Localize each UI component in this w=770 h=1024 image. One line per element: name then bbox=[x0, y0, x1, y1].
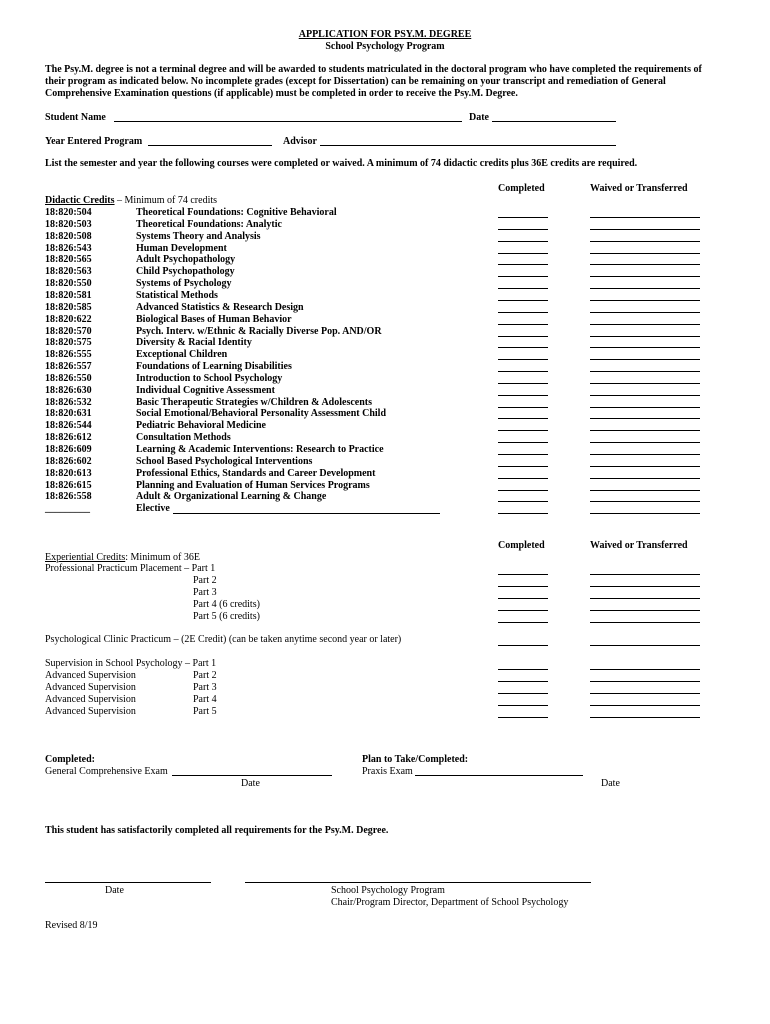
elective-name-line[interactable] bbox=[173, 513, 440, 514]
praxis-date-field[interactable] bbox=[415, 775, 583, 776]
course-completed-line[interactable] bbox=[498, 288, 548, 289]
course-completed-line[interactable] bbox=[498, 466, 548, 467]
supervision-label: Advanced Supervision bbox=[45, 670, 136, 681]
gce-date-caption: Date bbox=[241, 778, 260, 789]
course-waived-line[interactable] bbox=[590, 466, 700, 467]
practicum-part-completed-line[interactable] bbox=[498, 586, 548, 587]
course-code: 18:820:503 bbox=[45, 218, 92, 230]
clinic-waived-line[interactable] bbox=[590, 645, 700, 646]
form-title: APPLICATION FOR PSY.M. DEGREE bbox=[298, 29, 472, 40]
course-row bbox=[45, 349, 705, 361]
course-code: 18:820:631 bbox=[45, 408, 92, 420]
supervision-waived-line[interactable] bbox=[590, 705, 700, 706]
course-title: Foundations of Learning Disabilities bbox=[136, 361, 292, 373]
supervision-waived-line[interactable] bbox=[590, 669, 700, 670]
course-title: Social Emotional/Behavioral Personality Assessment Child bbox=[136, 408, 387, 420]
course-row bbox=[45, 420, 705, 432]
course-waived-line[interactable] bbox=[590, 407, 700, 408]
practicum-part-waived-line[interactable] bbox=[590, 622, 700, 623]
course-completed-line[interactable] bbox=[498, 336, 548, 337]
course-row bbox=[45, 243, 705, 255]
course-title: Biological Bases of Human Behavior bbox=[136, 313, 292, 325]
course-completed-line[interactable] bbox=[498, 478, 548, 479]
course-code: 18:820:575 bbox=[45, 337, 92, 349]
course-completed-line[interactable] bbox=[498, 395, 548, 396]
course-row bbox=[45, 326, 705, 338]
course-row bbox=[45, 254, 705, 266]
supervision-part: Part 5 bbox=[193, 706, 217, 717]
course-row bbox=[45, 361, 705, 373]
clinic-completed-line[interactable] bbox=[498, 645, 548, 646]
advisor-label: Advisor bbox=[283, 136, 317, 147]
supervision-label: Advanced Supervision bbox=[45, 694, 136, 705]
course-waived-line[interactable] bbox=[590, 430, 700, 431]
clinic-practicum-label: Psychological Clinic Practicum – (2E Credit) (can be taken anytime second year or later) bbox=[45, 634, 402, 645]
course-title: Professional Ethics, Standards and Career Development bbox=[136, 467, 376, 479]
course-completed-line[interactable] bbox=[498, 253, 548, 254]
course-waived-line[interactable] bbox=[590, 442, 700, 443]
course-title: Child Psychopathology bbox=[136, 266, 235, 278]
course-title: Basic Therapeutic Strategies w/Children & Adolescents bbox=[136, 396, 373, 408]
course-waived-line[interactable] bbox=[590, 300, 700, 301]
course-row bbox=[45, 290, 705, 302]
completed-column-header-2: Completed bbox=[498, 540, 545, 551]
director-caption-line2: Chair/Program Director, Department of School Psychology bbox=[331, 897, 569, 908]
course-code: 18:820:565 bbox=[45, 254, 92, 266]
course-code: 18:826:550 bbox=[45, 372, 92, 384]
course-title: Elective bbox=[136, 503, 170, 515]
date-field[interactable] bbox=[492, 121, 616, 122]
course-waived-line[interactable] bbox=[590, 264, 700, 265]
signature-date-line[interactable] bbox=[45, 882, 211, 883]
date-label: Date bbox=[469, 112, 489, 123]
course-completed-line[interactable] bbox=[498, 229, 548, 230]
course-waived-line[interactable] bbox=[590, 478, 700, 479]
course-completed-line[interactable] bbox=[498, 347, 548, 348]
supervision-label: Advanced Supervision bbox=[45, 682, 136, 693]
course-waived-line[interactable] bbox=[590, 324, 700, 325]
supervision-part: Part 4 bbox=[193, 694, 217, 705]
course-row bbox=[45, 207, 705, 219]
course-completed-line[interactable] bbox=[498, 312, 548, 313]
course-code: 18:820:622 bbox=[45, 313, 92, 325]
course-code: 18:826:543 bbox=[45, 242, 92, 254]
course-code: 18:826:555 bbox=[45, 349, 92, 361]
course-title: Pediatric Behavioral Medicine bbox=[136, 420, 266, 432]
director-signature-line[interactable] bbox=[245, 882, 591, 883]
course-completed-line[interactable] bbox=[498, 371, 548, 372]
course-waived-line[interactable] bbox=[590, 336, 700, 337]
course-code: 18:820:570 bbox=[45, 325, 92, 337]
supervision-waived-line[interactable] bbox=[590, 717, 700, 718]
course-waived-line[interactable] bbox=[590, 229, 700, 230]
course-title: Adult Psychopathology bbox=[136, 254, 236, 266]
course-title: Statistical Methods bbox=[136, 289, 218, 301]
course-code: _________ bbox=[45, 503, 90, 515]
experiential-heading bbox=[45, 552, 200, 563]
course-title: Theoretical Foundations: Cognitive Behavioral bbox=[136, 207, 337, 218]
course-code: 18:826:602 bbox=[45, 455, 92, 467]
course-row bbox=[45, 444, 705, 456]
supervision-part: Part 2 bbox=[193, 670, 217, 681]
course-completed-line[interactable] bbox=[498, 300, 548, 301]
course-title: Psych. Interv. w/Ethnic & Racially Diverse Pop. AND/OR bbox=[136, 325, 382, 337]
course-row bbox=[45, 397, 705, 409]
course-row bbox=[45, 503, 705, 515]
course-waived-line[interactable] bbox=[590, 383, 700, 384]
course-title: Advanced Statistics & Research Design bbox=[136, 301, 304, 313]
course-code: 18:826:615 bbox=[45, 479, 92, 491]
course-title: Introduction to School Psychology bbox=[136, 372, 283, 384]
course-code: 18:820:585 bbox=[45, 301, 92, 313]
course-row bbox=[45, 302, 705, 314]
exam-completed-label: Completed: bbox=[45, 754, 95, 765]
course-waived-line[interactable] bbox=[590, 418, 700, 419]
course-title: Adult & Organizational Learning & Change bbox=[136, 491, 327, 503]
course-waived-line[interactable] bbox=[590, 490, 700, 491]
experiential-heading-label: Experiential Credits bbox=[45, 552, 126, 563]
experiential-heading-suffix: : Minimum of 36E bbox=[125, 552, 200, 563]
form-subtitle: School Psychology Program bbox=[325, 41, 445, 52]
waived-column-header-2: Waived or Transferred bbox=[590, 540, 688, 551]
course-waived-line[interactable] bbox=[590, 241, 700, 242]
course-code: 18:820:581 bbox=[45, 289, 92, 301]
course-completed-line[interactable] bbox=[498, 383, 548, 384]
course-row bbox=[45, 468, 705, 480]
practicum-part1-completed-line[interactable] bbox=[498, 574, 548, 575]
didactic-heading-suffix: – Minimum of 74 credits bbox=[114, 195, 218, 206]
practicum-part-label: Part 3 bbox=[193, 587, 217, 598]
course-title: Systems Theory and Analysis bbox=[136, 230, 261, 242]
supervision-waived-line[interactable] bbox=[590, 693, 700, 694]
course-row bbox=[45, 491, 705, 503]
student-name-field[interactable] bbox=[114, 121, 462, 122]
course-waived-line[interactable] bbox=[590, 312, 700, 313]
course-title: School Based Psychological Interventions bbox=[136, 455, 313, 467]
course-completed-line[interactable] bbox=[498, 418, 548, 419]
course-code: 18:820:550 bbox=[45, 278, 92, 290]
praxis-date-caption: Date bbox=[601, 778, 620, 789]
course-completed-line[interactable] bbox=[498, 359, 548, 360]
course-row bbox=[45, 278, 705, 290]
practicum-part-waived-line[interactable] bbox=[590, 586, 700, 587]
practicum-part-label: Part 5 (6 credits) bbox=[193, 611, 260, 622]
course-code: 18:826:532 bbox=[45, 396, 92, 408]
course-completed-line[interactable] bbox=[498, 442, 548, 443]
signature-date-caption: Date bbox=[105, 885, 124, 896]
practicum-part-completed-line[interactable] bbox=[498, 622, 548, 623]
course-title: Planning and Evaluation of Human Services Programs bbox=[136, 479, 370, 491]
course-row bbox=[45, 231, 705, 243]
course-title: Systems of Psychology bbox=[136, 278, 232, 290]
course-code: 18:826:612 bbox=[45, 432, 92, 444]
course-waived-line[interactable] bbox=[590, 395, 700, 396]
course-code: 18:820:508 bbox=[45, 230, 92, 242]
practicum-part-completed-line[interactable] bbox=[498, 610, 548, 611]
revised-note: Revised 8/19 bbox=[45, 920, 98, 931]
course-completed-line[interactable] bbox=[498, 241, 548, 242]
course-completed-line[interactable] bbox=[498, 324, 548, 325]
course-row bbox=[45, 373, 705, 385]
course-title: Learning & Academic Interventions: Research to Practice bbox=[136, 444, 384, 455]
gce-date-field[interactable] bbox=[172, 775, 332, 776]
course-row bbox=[45, 456, 705, 468]
course-row bbox=[45, 219, 705, 231]
course-completed-line[interactable] bbox=[498, 454, 548, 455]
supervision-completed-line[interactable] bbox=[498, 669, 548, 670]
certification-statement: This student has satisfactorily completed all requirements for the Psy.M. Degree. bbox=[45, 825, 389, 836]
course-code: 18:826:558 bbox=[45, 491, 92, 503]
course-title: Exceptional Children bbox=[136, 349, 228, 361]
course-completed-line[interactable] bbox=[498, 407, 548, 408]
course-code: 18:826:609 bbox=[45, 444, 92, 455]
course-code: 18:820:563 bbox=[45, 266, 92, 278]
waived-column-header: Waived or Transferred bbox=[590, 183, 688, 194]
didactic-heading-label: Didactic Credits bbox=[45, 195, 115, 206]
course-title: Diversity & Racial Identity bbox=[136, 337, 252, 349]
praxis-label: Praxis Exam bbox=[362, 766, 413, 777]
course-completed-line[interactable] bbox=[498, 513, 548, 514]
course-row bbox=[45, 385, 705, 397]
practicum-label: Professional Practicum Placement – Part 1 bbox=[45, 563, 216, 574]
instructions: List the semester and year the following courses were completed or waived. A minimum of 74 didactic credits plus 36E credits are required. bbox=[45, 158, 638, 169]
supervision-completed-line[interactable] bbox=[498, 705, 548, 706]
course-code: 18:826:557 bbox=[45, 361, 92, 373]
course-completed-line[interactable] bbox=[498, 490, 548, 491]
course-row bbox=[45, 314, 705, 326]
course-code: 18:826:630 bbox=[45, 384, 92, 396]
course-waived-line[interactable] bbox=[590, 513, 700, 514]
supervision-completed-line[interactable] bbox=[498, 693, 548, 694]
course-completed-line[interactable] bbox=[498, 264, 548, 265]
course-completed-line[interactable] bbox=[498, 501, 548, 502]
course-code: 18:820:504 bbox=[45, 207, 92, 218]
practicum-part-waived-line[interactable] bbox=[590, 610, 700, 611]
advisor-field[interactable] bbox=[320, 145, 616, 146]
practicum-part-waived-line[interactable] bbox=[590, 598, 700, 599]
student-name-label: Student Name bbox=[45, 112, 106, 123]
course-waived-line[interactable] bbox=[590, 253, 700, 254]
practicum-part-completed-line[interactable] bbox=[498, 598, 548, 599]
supervision-completed-line[interactable] bbox=[498, 681, 548, 682]
course-row bbox=[45, 337, 705, 349]
course-title: Human Development bbox=[136, 242, 227, 254]
course-row bbox=[45, 408, 705, 420]
gce-label: General Comprehensive Exam bbox=[45, 766, 168, 777]
course-waived-line[interactable] bbox=[590, 217, 700, 218]
supervision-part: Part 3 bbox=[193, 682, 217, 693]
course-row bbox=[45, 266, 705, 278]
course-waived-line[interactable] bbox=[590, 359, 700, 360]
practicum-part1-waived-line[interactable] bbox=[590, 574, 700, 575]
course-waived-line[interactable] bbox=[590, 288, 700, 289]
course-waived-line[interactable] bbox=[590, 501, 700, 502]
course-waived-line[interactable] bbox=[590, 454, 700, 455]
course-title: Consultation Methods bbox=[136, 432, 231, 444]
course-waived-line[interactable] bbox=[590, 276, 700, 277]
course-completed-line[interactable] bbox=[498, 276, 548, 277]
supervision-label: Advanced Supervision bbox=[45, 706, 136, 717]
year-entered-label: Year Entered Program bbox=[45, 136, 143, 147]
course-title: Individual Cognitive Assessment bbox=[136, 384, 275, 396]
year-entered-field[interactable] bbox=[148, 145, 272, 146]
intro-paragraph: The Psy.M. degree is not a terminal degree and will be awarded to students matriculated in the doctoral program who have completed the requirements of their program as indicated below. No incomplete grades (except for Dissertation) can be remaining on your transcript and remediation of General Comprehensive Examination questions (if applicable) must be completed in order to receive the Psy.M. Degree. bbox=[45, 64, 702, 99]
director-caption-line1: School Psychology Program bbox=[331, 885, 445, 896]
supervision-label: Supervision in School Psychology – Part 1 bbox=[45, 658, 217, 669]
course-title: Theoretical Foundations: Analytic bbox=[136, 218, 282, 230]
course-row bbox=[45, 480, 705, 492]
practicum-part-label: Part 2 bbox=[193, 575, 217, 586]
didactic-heading bbox=[45, 195, 217, 206]
course-completed-line[interactable] bbox=[498, 217, 548, 218]
course-waived-line[interactable] bbox=[590, 347, 700, 348]
course-waived-line[interactable] bbox=[590, 371, 700, 372]
course-completed-line[interactable] bbox=[498, 430, 548, 431]
supervision-waived-line[interactable] bbox=[590, 681, 700, 682]
course-code: 18:820:613 bbox=[45, 467, 92, 479]
praxis-plan-label: Plan to Take/Completed: bbox=[362, 754, 469, 765]
practicum-part-label: Part 4 (6 credits) bbox=[193, 599, 260, 610]
course-code: 18:826:544 bbox=[45, 420, 92, 432]
course-row bbox=[45, 432, 705, 444]
supervision-completed-line[interactable] bbox=[498, 717, 548, 718]
completed-column-header: Completed bbox=[498, 183, 545, 194]
